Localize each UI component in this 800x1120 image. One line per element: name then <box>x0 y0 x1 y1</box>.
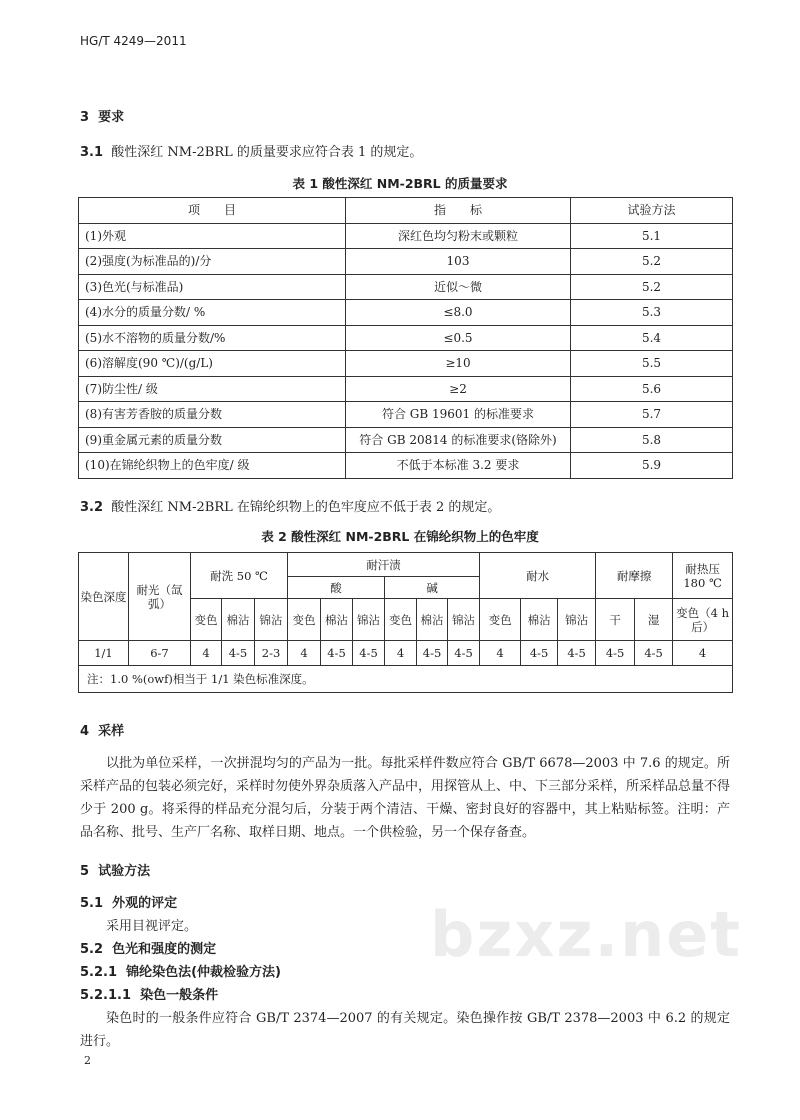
clause-3-1: 3.1 酸性深红 NM-2BRL 的质量要求应符合表 1 的规定。 <box>80 145 423 160</box>
color-fastness-table <box>78 552 733 693</box>
subheader-cell: 锦沾 <box>353 599 385 641</box>
table-row <box>79 376 733 402</box>
clause-5-2-1-1-heading: 5.2.1.1 染色一般条件 <box>80 988 219 1003</box>
subheader-cell: 变色 <box>191 599 222 641</box>
header-rub: 耐摩擦 <box>596 553 673 599</box>
clause-5-2-1-heading: 5.2.1 锦纶染色法(仲裁检验方法) <box>80 965 281 980</box>
table2-note: 注：1.0 %(owf)相当于 1/1 染色标准深度。 <box>79 666 733 693</box>
data-cell: 4 <box>385 641 417 666</box>
table1-cell: (3)色光(与标准品) <box>79 274 346 300</box>
table1-cell: 5.9 <box>571 453 733 479</box>
table1-cell: (8)有害芳香胺的质量分数 <box>79 402 346 428</box>
header-sweat: 耐汗渍 <box>288 553 480 577</box>
subheader-cell: 锦沾 <box>558 599 596 641</box>
clause-5-2-heading: 5.2 色光和强度的测定 <box>80 942 217 957</box>
data-cell: 4-5 <box>521 641 558 666</box>
table1-cell: 5.1 <box>571 223 733 249</box>
table1-cell: 符合 GB 20814 的标准要求(铬除外) <box>346 427 571 453</box>
table-row <box>79 300 733 326</box>
table1-header: 指 标 <box>346 198 571 224</box>
subheader-cell: 变色（4 h 后） <box>673 599 733 641</box>
table1-cell: ≥2 <box>346 376 571 402</box>
watermark: bzxz.net <box>430 898 742 971</box>
subheader-cell: 变色 <box>385 599 417 641</box>
table1-cell: 5.6 <box>571 376 733 402</box>
table1-cell: (2)强度(为标准品的)/分 <box>79 249 346 275</box>
standard-header: HG/T 4249—2011 <box>80 34 187 48</box>
data-cell: 4-5 <box>222 641 255 666</box>
data-cell: 4-5 <box>321 641 353 666</box>
table1-cell: 不低于本标准 3.2 要求 <box>346 453 571 479</box>
section-4-heading: 4 采样 <box>80 724 125 739</box>
table1-cell: ≤0.5 <box>346 325 571 351</box>
subheader-cell: 变色 <box>288 599 321 641</box>
table1-cell: 5.7 <box>571 402 733 428</box>
header-depth: 染色深度 <box>79 553 129 641</box>
data-cell: 1/1 <box>79 641 129 666</box>
table1-cell: (9)重金属元素的质量分数 <box>79 427 346 453</box>
subheader-cell: 锦沾 <box>255 599 288 641</box>
table1-cell: 符合 GB 19601 的标准要求 <box>346 402 571 428</box>
clause-5-2-1-1-text: 染色时的一般条件应符合 GB/T 2374—2007 的有关规定。染色操作按 GB/T 2378—2003 中 6.2 的规定进行。 <box>80 1011 730 1049</box>
table1-cell: ≥10 <box>346 351 571 377</box>
section-5-heading: 5 试验方法 <box>80 864 151 879</box>
table1-cell: (5)水不溶物的质量分数/% <box>79 325 346 351</box>
data-cell: 4 <box>288 641 321 666</box>
sampling-paragraph: 以批为单位采样，一次拼混均匀的产品为一批。每批采样件数应符合 GB/T 6678—2003 中 7.6 的规定。所采样产品的包装必须完好，采样时勿使外界杂质落入产品中，用探管从上、中、下三部分采样，所采样品总量不得少于 200 g。将采得的样品充分混匀后，分装于两个清洁、干燥、密封良好的容器中，其上粘贴标签。注明：产品名称、批号、生产厂名称、取样日期、地点。一个供检验，另一个保存备查。 <box>80 756 731 840</box>
subheader-cell: 变色 <box>480 599 521 641</box>
subheader-cell: 棉沾 <box>417 599 448 641</box>
subheader-cell: 湿 <box>635 599 673 641</box>
page-number: 2 <box>84 1054 91 1067</box>
table1-cell: (1)外观 <box>79 223 346 249</box>
table1-cell: 近似～微 <box>346 274 571 300</box>
table1-cell: 5.2 <box>571 249 733 275</box>
section-3-heading: 3 要求 <box>80 110 125 125</box>
subheader-cell: 锦沾 <box>448 599 480 641</box>
table1-cell: 5.4 <box>571 325 733 351</box>
subheader-cell: 棉沾 <box>222 599 255 641</box>
header-wash: 耐洗 50 ℃ <box>191 553 288 599</box>
table1-header: 项 目 <box>79 198 346 224</box>
header-water: 耐水 <box>480 553 596 599</box>
table1-cell: (4)水分的质量分数/ % <box>79 300 346 326</box>
clause-3-2: 3.2 酸性深红 NM-2BRL 在锦纶织物上的色牢度应不低于表 2 的规定。 <box>80 500 501 515</box>
table2-title: 表 2 酸性深红 NM-2BRL 在锦纶织物上的色牢度 <box>261 529 539 544</box>
table-row <box>79 453 733 479</box>
data-cell: 4-5 <box>558 641 596 666</box>
table-row <box>79 427 733 453</box>
table1-cell: 5.3 <box>571 300 733 326</box>
lower-content <box>80 720 730 1069</box>
subheader-cell: 干 <box>596 599 635 641</box>
table-row <box>79 249 733 275</box>
data-cell: 6-7 <box>129 641 191 666</box>
table1-cell: 5.2 <box>571 274 733 300</box>
subheader-cell: 棉沾 <box>321 599 353 641</box>
data-cell: 4-5 <box>635 641 673 666</box>
quality-requirements-table <box>78 197 733 479</box>
clause-5-1-text: 采用目视评定。 <box>106 919 198 934</box>
table1-cell: (6)溶解度(90 ℃)/(g/L) <box>79 351 346 377</box>
table1-cell: 深红色均匀粉末或颗粒 <box>346 223 571 249</box>
table1-cell: 5.8 <box>571 427 733 453</box>
data-cell: 4 <box>191 641 222 666</box>
header-light: 耐光（氙弧） <box>129 553 191 641</box>
subheader-cell: 棉沾 <box>521 599 558 641</box>
table1-header: 试验方法 <box>571 198 733 224</box>
table1-cell: 103 <box>346 249 571 275</box>
clause-5-1-heading: 5.1 外观的评定 <box>80 896 178 911</box>
table-row <box>79 325 733 351</box>
table1-title: 表 1 酸性深红 NM-2BRL 的质量要求 <box>292 176 508 191</box>
header-hot-press: 耐热压 180 ℃ <box>673 553 733 599</box>
table-row <box>79 351 733 377</box>
table-row <box>79 402 733 428</box>
data-cell: 2-3 <box>255 641 288 666</box>
table1-cell: ≤8.0 <box>346 300 571 326</box>
table1-cell: (7)防尘性/ 级 <box>79 376 346 402</box>
data-cell: 4 <box>480 641 521 666</box>
table-row <box>79 223 733 249</box>
data-cell: 4-5 <box>417 641 448 666</box>
table-row <box>79 274 733 300</box>
data-cell: 4-5 <box>448 641 480 666</box>
header-acid: 酸 <box>288 577 385 599</box>
table1-cell: (10)在锦纶织物上的色牢度/ 级 <box>79 453 346 479</box>
data-cell: 4 <box>673 641 733 666</box>
table1-cell: 5.5 <box>571 351 733 377</box>
data-cell: 4-5 <box>353 641 385 666</box>
data-cell: 4-5 <box>596 641 635 666</box>
header-alkali: 碱 <box>385 577 480 599</box>
